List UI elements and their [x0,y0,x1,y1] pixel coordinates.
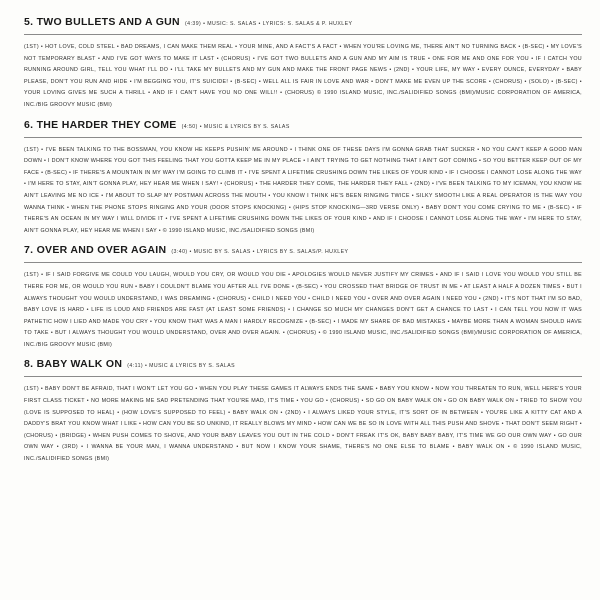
song-header [24,16,582,28]
song-section [24,244,582,351]
song-lyrics: (1ST) • HOT LOVE, COLD STEEL • BAD DREAMS, I CAN MAKE THEM REAL • YOUR MINE, AND A FACT'S A FACT • WHEN YOU'RE LOVING ME, THERE AIN'T NO TURNING BACK • (B-SEC) • MY LOVE'S NOT TEMPORARY BLAST • AND I'VE GOT WAYS TO MAKE IT LAST • (CHORUS) • I'VE GOT TWO BULLETS AND A GUN AND MY AIM IS TRUE • ONE FOR ME AND ONE FOR YOU • IF I CATCH YOU RUNNING AROUND GIRL, TELL YOU WHAT I'LL DO • I'LL TAKE MY BULLETS AND MY GUN AND MAKE THE FRONT PAGE NEWS • (2ND) • YOUR LIFE, MY WAY • EVERY OUNCE, EVERYDAY • BABY PLEASE, DON'T YOU RUN AND HIDE • I'M BEGGING YOU, IT'S SUICIDE! • (B-SEC) • WELL ALL IS FAIR IN LOVE AND WAR • DON'T MAKE ME EVEN UP THE SCORE • (CHORUS) • (SOLO) • (B-SEC) • YOUR LOVING GIVES ME SUCH A THRILL • AND IF I CAN'T HAVE YOU NO ONE WILL!! • (CHORUS) © 1990 ISLAND MUSIC, INC./SALIDIFIED SONGS (BMI)/MUSIC CORPORATION OF AMERICA, INC./BIG GROOVY MUSIC (BMI) [24,44,582,108]
song-header [24,119,582,131]
song-title: 5. TWO BULLETS AND A GUN [24,16,180,28]
song-header [24,358,582,370]
divider [24,262,582,263]
song-section [24,119,582,238]
song-section [24,358,582,465]
divider [24,376,582,377]
song-lyrics: (1ST) • BABY DON'T BE AFRAID, THAT I WON'T LET YOU GO • WHEN YOU PLAY THESE GAMES IT ALWAYS ENDS THE SAME • BABY YOU KNOW • NOW YOU THREATEN TO RUN, WELL HERE'S YOUR FIRST CLASS TICKET • NO MORE MAKING ME SAD PRETENDING THAT YOU'RE MAD, IT'S TIME • YOU GO • (CHORUS) • SO GO ON BABY WALK ON • GO ON BABY WALK ON • TRIED TO SHOW YOU (LOVE IS SUPPOSED TO HEAL) • (HOW LOVE'S SUPPOSED TO FEEL) • BABY WALK ON • (2ND) • I ALWAYS LIKED YOUR STYLE, IT'S SORT OF IN BETWEEN • YOU'RE LIKE A KITTY CAT AND A DADDY'S BRAT YOU KNOW WHAT I LIKE • HOW CAN YOU BE SO UNKIND, IT REALLY BLOWS MY MIND • HOW CAN WE BE SO IN LOVE WITH ALL THIS PUSH AND SHOVE • THAT DON'T SEEM RIGHT • (CHORUS) • (BRIDGE) • WHEN PUSH COMES TO SHOVE, AND YOUR BABY LEAVES YOU OUT IN THE COLD • DON'T FREAK IT'S OK, BABY BABY BABY, IT'S TIME WE GO OUR OWN WAY • GO OUR OWN WAY • (3RD) • I WANNA BE YOUR MAN, I WANNA UNDERSTAND • BUT NOW I KNOW YOUR SHAME, THERE'S NO ONE ELSE TO BLAME • BABY WALK ON • © 1990 ISLAND MUSIC, INC./SALIDIFIED SONGS (BMI) [24,386,582,463]
song-credits: (4:39) • MUSIC: S. SALAS • LYRICS: S. SALAS & P. HUXLEY [184,21,353,27]
song-section [24,16,582,112]
song-credits: (4:11) • MUSIC & LYRICS BY S. SALAS [127,363,236,370]
song-credits: (4:50) • MUSIC & LYRICS BY S. SALAS [181,123,290,130]
song-title: 7. OVER AND OVER AGAIN [24,244,167,257]
song-title: 8. BABY WALK ON [24,358,123,371]
song-lyrics: (1ST) • IF I SAID FORGIVE ME COULD YOU LAUGH, WOULD YOU CRY, OR WOULD YOU DIE • APOLOGIES WOULD NEVER JUSTIFY MY CRIMES • AND IF I SAID I LOVE YOU WOULD YOU STILL BE THERE FOR ME, OR WOULD YOU RUN • BABY I COULDN'T BLAME YOU AFTER ALL I'VE DONE • (B-SEC) • YOU CROSSED THAT BRIDGE OF TRUST IN ME • AT LEAST A HALF A DOZEN TIMES • BUT I ALWAYS THOUGHT YOU WOULD UNDERSTAND, I WAS DREAMING • (CHORUS) • CHILD I NEED YOU • CHILD I NEED YOU • OVER AND OVER AGAIN I NEED YOU • (2ND) • IT'S NOT THAT I'M SO BAD, BABY LOVE IS HARD • LIFE IS LOUD AND FRIENDS ARE FAST (AT LEAST SOME FRIENDS) • I CHANGE SO MUCH MY CHANGES DON'T GET A CHANCE TO LAST • I CAN TELL YOU NOW IT WAS PATHETIC HOW I LIED AND MADE YOU CRY • YOU KNOW THAT WAS A MAN I HARDLY RECOGNIZE • (B-SEC) • I MADE MY SHARE OF BAD MISTAKES • MAYBE MORE THAN A WOMAN SHOULD HAVE TO TAKE • BUT I ALWAYS THOUGHT YOU WOULD UNDERSTAND, OVER AND OVER AGAIN. • (CHORUS) • © 1990 ISLAND MUSIC, INC./SALIDIFIED SONGS (BMI)/MUSIC CORPORATION OF AMERICA, INC./BIG GROOVY MUSIC (BMI) [24,272,582,348]
divider [24,34,582,35]
song-header [24,244,582,256]
song-credits: (3:40) • MUSIC BY S. SALAS • LYRICS BY S. SALAS/P. HUXLEY [171,249,349,256]
song-title: 6. THE HARDER THEY COME [24,118,177,131]
divider [24,137,582,138]
song-lyrics: (1ST) • I'VE BEEN TALKING TO THE BOSSMAN, YOU KNOW HE KEEPS PUSHIN' ME AROUND • I THINK ONE OF THESE DAYS I'M GONNA GRAB THAT SUCKER • NO YOU CAN'T KEEP A GOOD MAN DOWN • I DON'T KNOW WHERE YOU GOT THIS FEELING THAT YOU GOTTA KEEP ME IN MY PLACE • I AIN'T TRYING TO GET NOTHING THAT I AIN'T GOT COMING • SO YOU BETTER KEEP OUT OF MY FACE • (B-SEC) • IF THERE'S A MOUNTAIN IN MY WAY I'M GOING TO CLIMB IT • I'VE SPENT A LIFETIME CRUSHING DOWN THE LIKES OF YOUR KIND • IF I CHOOSE I CANNOT LOSE ALONG THE WAY • I'M HERE TO STAY, AIN'T GONNA PLAY, HEY HEAR ME WHEN I SAY! • (CHORUS) • THE HARDER THEY COME, THE HARDER THEY FALL • (2ND) • I'VE BEEN TALKING TO MY ICEMAN, YOU KNOW HE AIN'T LEAVING ME NO ICE • I'M ABOUT TO SLAP MY POSTMAN ACROSS THE MOUTH • YOU KNOW I THINK HE'S BEEN RINGING TWICE • SILKY SMOOTH LIKE A REAL OPERATOR IS THE WAY YOU WANNA THINK • WHEN THE PHONE STOPS RINGING AND YOUR (DOOR STOPS KNOCKING) • (HIPS STOP KNOCKING—3RD VERSE ONLY) • BABY DON'T YOU COME CRYING TO ME • (B-SEC) • IF THERE'S AN OCEAN IN MY WAY I WILL DIVIDE IT • I'VE SPENT A LIFETIME CRUSHING DOWN THE LIKES OF YOUR KIND • AND IF I CHOOSE I CANNOT LOSE ALONG THE WAY • I'M HERE TO STAY, AIN'T GONNA PLAY, HEY HEAR ME WHEN I SAY • © 1990 ISLAND MUSIC, INC./SALIDIFIED SONGS (BMI) [24,146,582,234]
